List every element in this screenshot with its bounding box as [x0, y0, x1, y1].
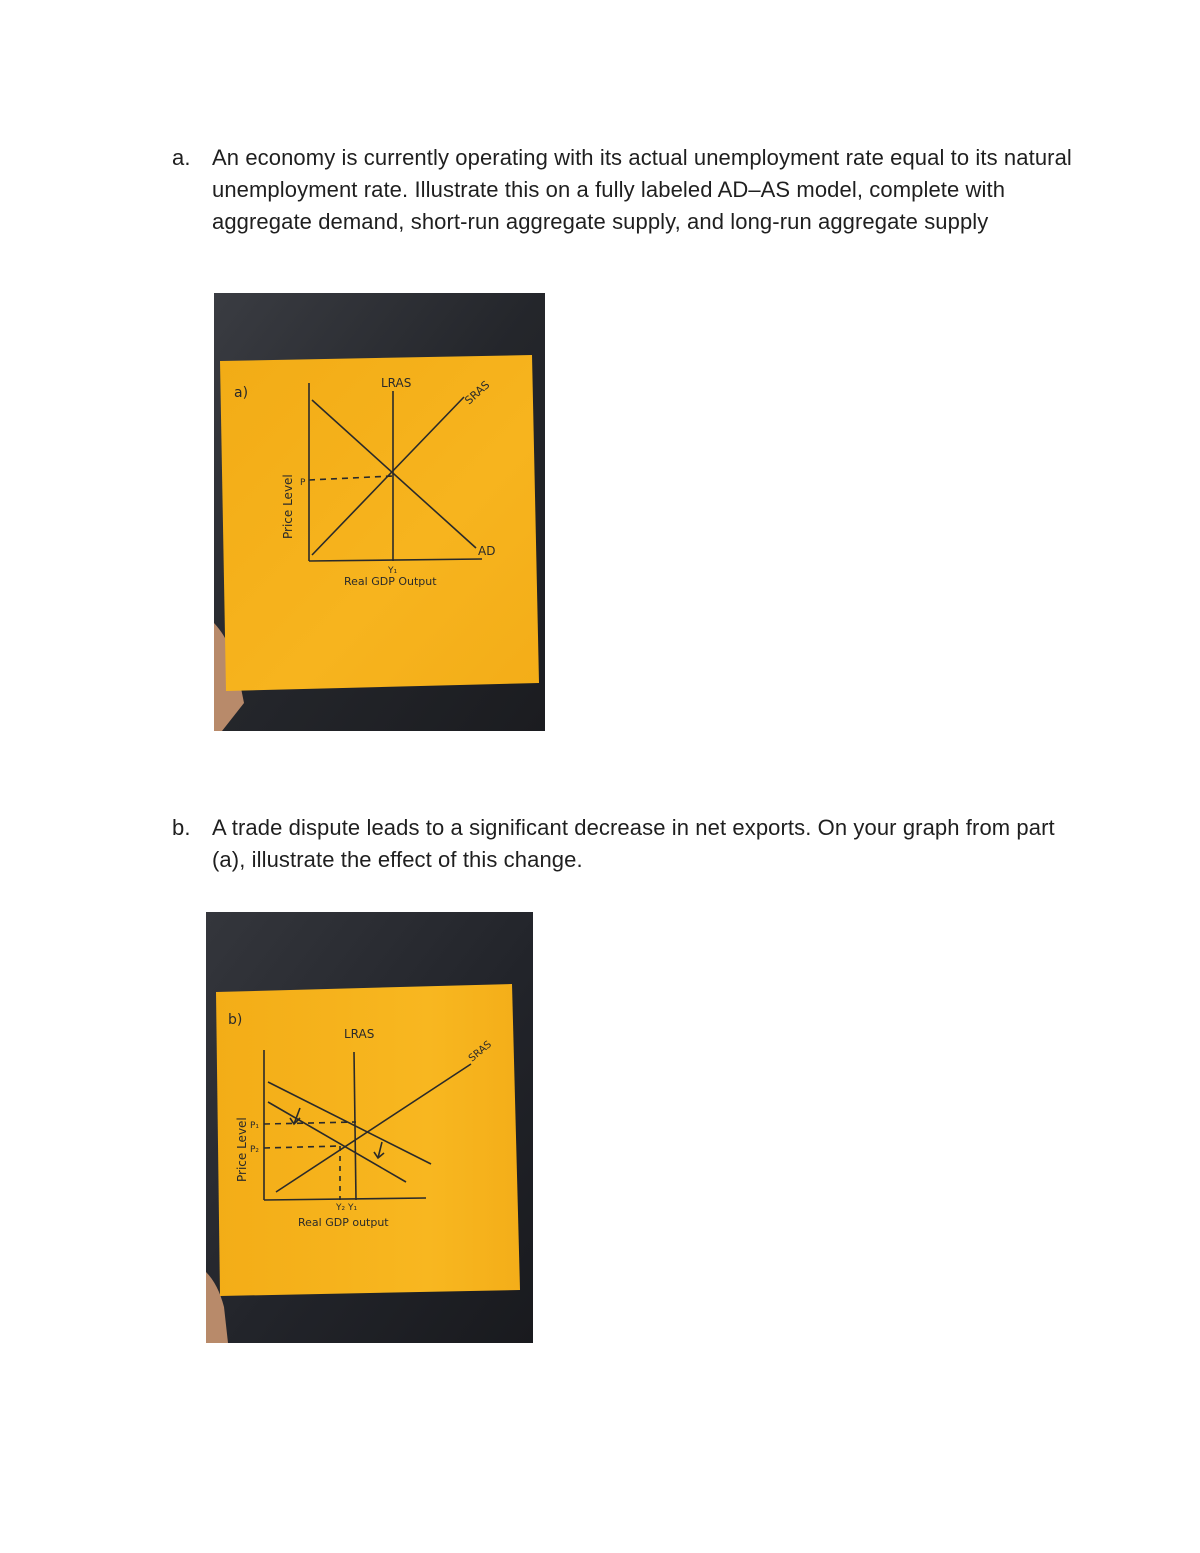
y-axis-label: Price Level	[281, 474, 295, 539]
sticky-note-graph-a	[214, 293, 545, 731]
lras-label: LRAS	[381, 376, 412, 390]
ad-label: AD	[478, 544, 496, 558]
question-b-text: A trade dispute leads to a significant decrease in net exports. On your graph from part (a), illustrate the effect of this change.	[212, 815, 1055, 872]
lras-label: LRAS	[344, 1027, 375, 1041]
photo-ad-as-graph-b	[206, 912, 533, 1343]
output-mark: Y₁	[388, 566, 398, 576]
x-axis-label: Real GDP Output	[344, 575, 437, 588]
p2-mark: P₂	[250, 1145, 260, 1155]
question-b-letter: b.	[172, 815, 191, 840]
sras-label: SRAS	[462, 378, 493, 408]
sticky-note-graph-b	[206, 912, 533, 1343]
part-b-label: b)	[228, 1012, 243, 1028]
p1-mark: P₁	[250, 1121, 260, 1131]
part-a-label: a)	[234, 385, 249, 401]
output-marks: Y₂ Y₁	[336, 1203, 358, 1213]
question-a	[172, 142, 1072, 238]
question-b	[172, 812, 1072, 876]
sras-label: SRAS	[466, 1039, 494, 1065]
question-a-letter: a.	[172, 145, 191, 170]
sticky-note	[220, 355, 539, 691]
x-axis-label: Real GDP output	[298, 1216, 389, 1229]
price-mark: P	[300, 478, 306, 488]
y-axis-label: Price Level	[235, 1117, 249, 1182]
photo-ad-as-graph-a	[214, 293, 545, 731]
question-a-text: An economy is currently operating with its actual unemployment rate equal to its natural unemployment rate. Illustrate this on a fully labeled AD–AS model, complete with aggregate demand, short-run aggregate supply, and long-run aggregate supply	[212, 145, 1072, 234]
